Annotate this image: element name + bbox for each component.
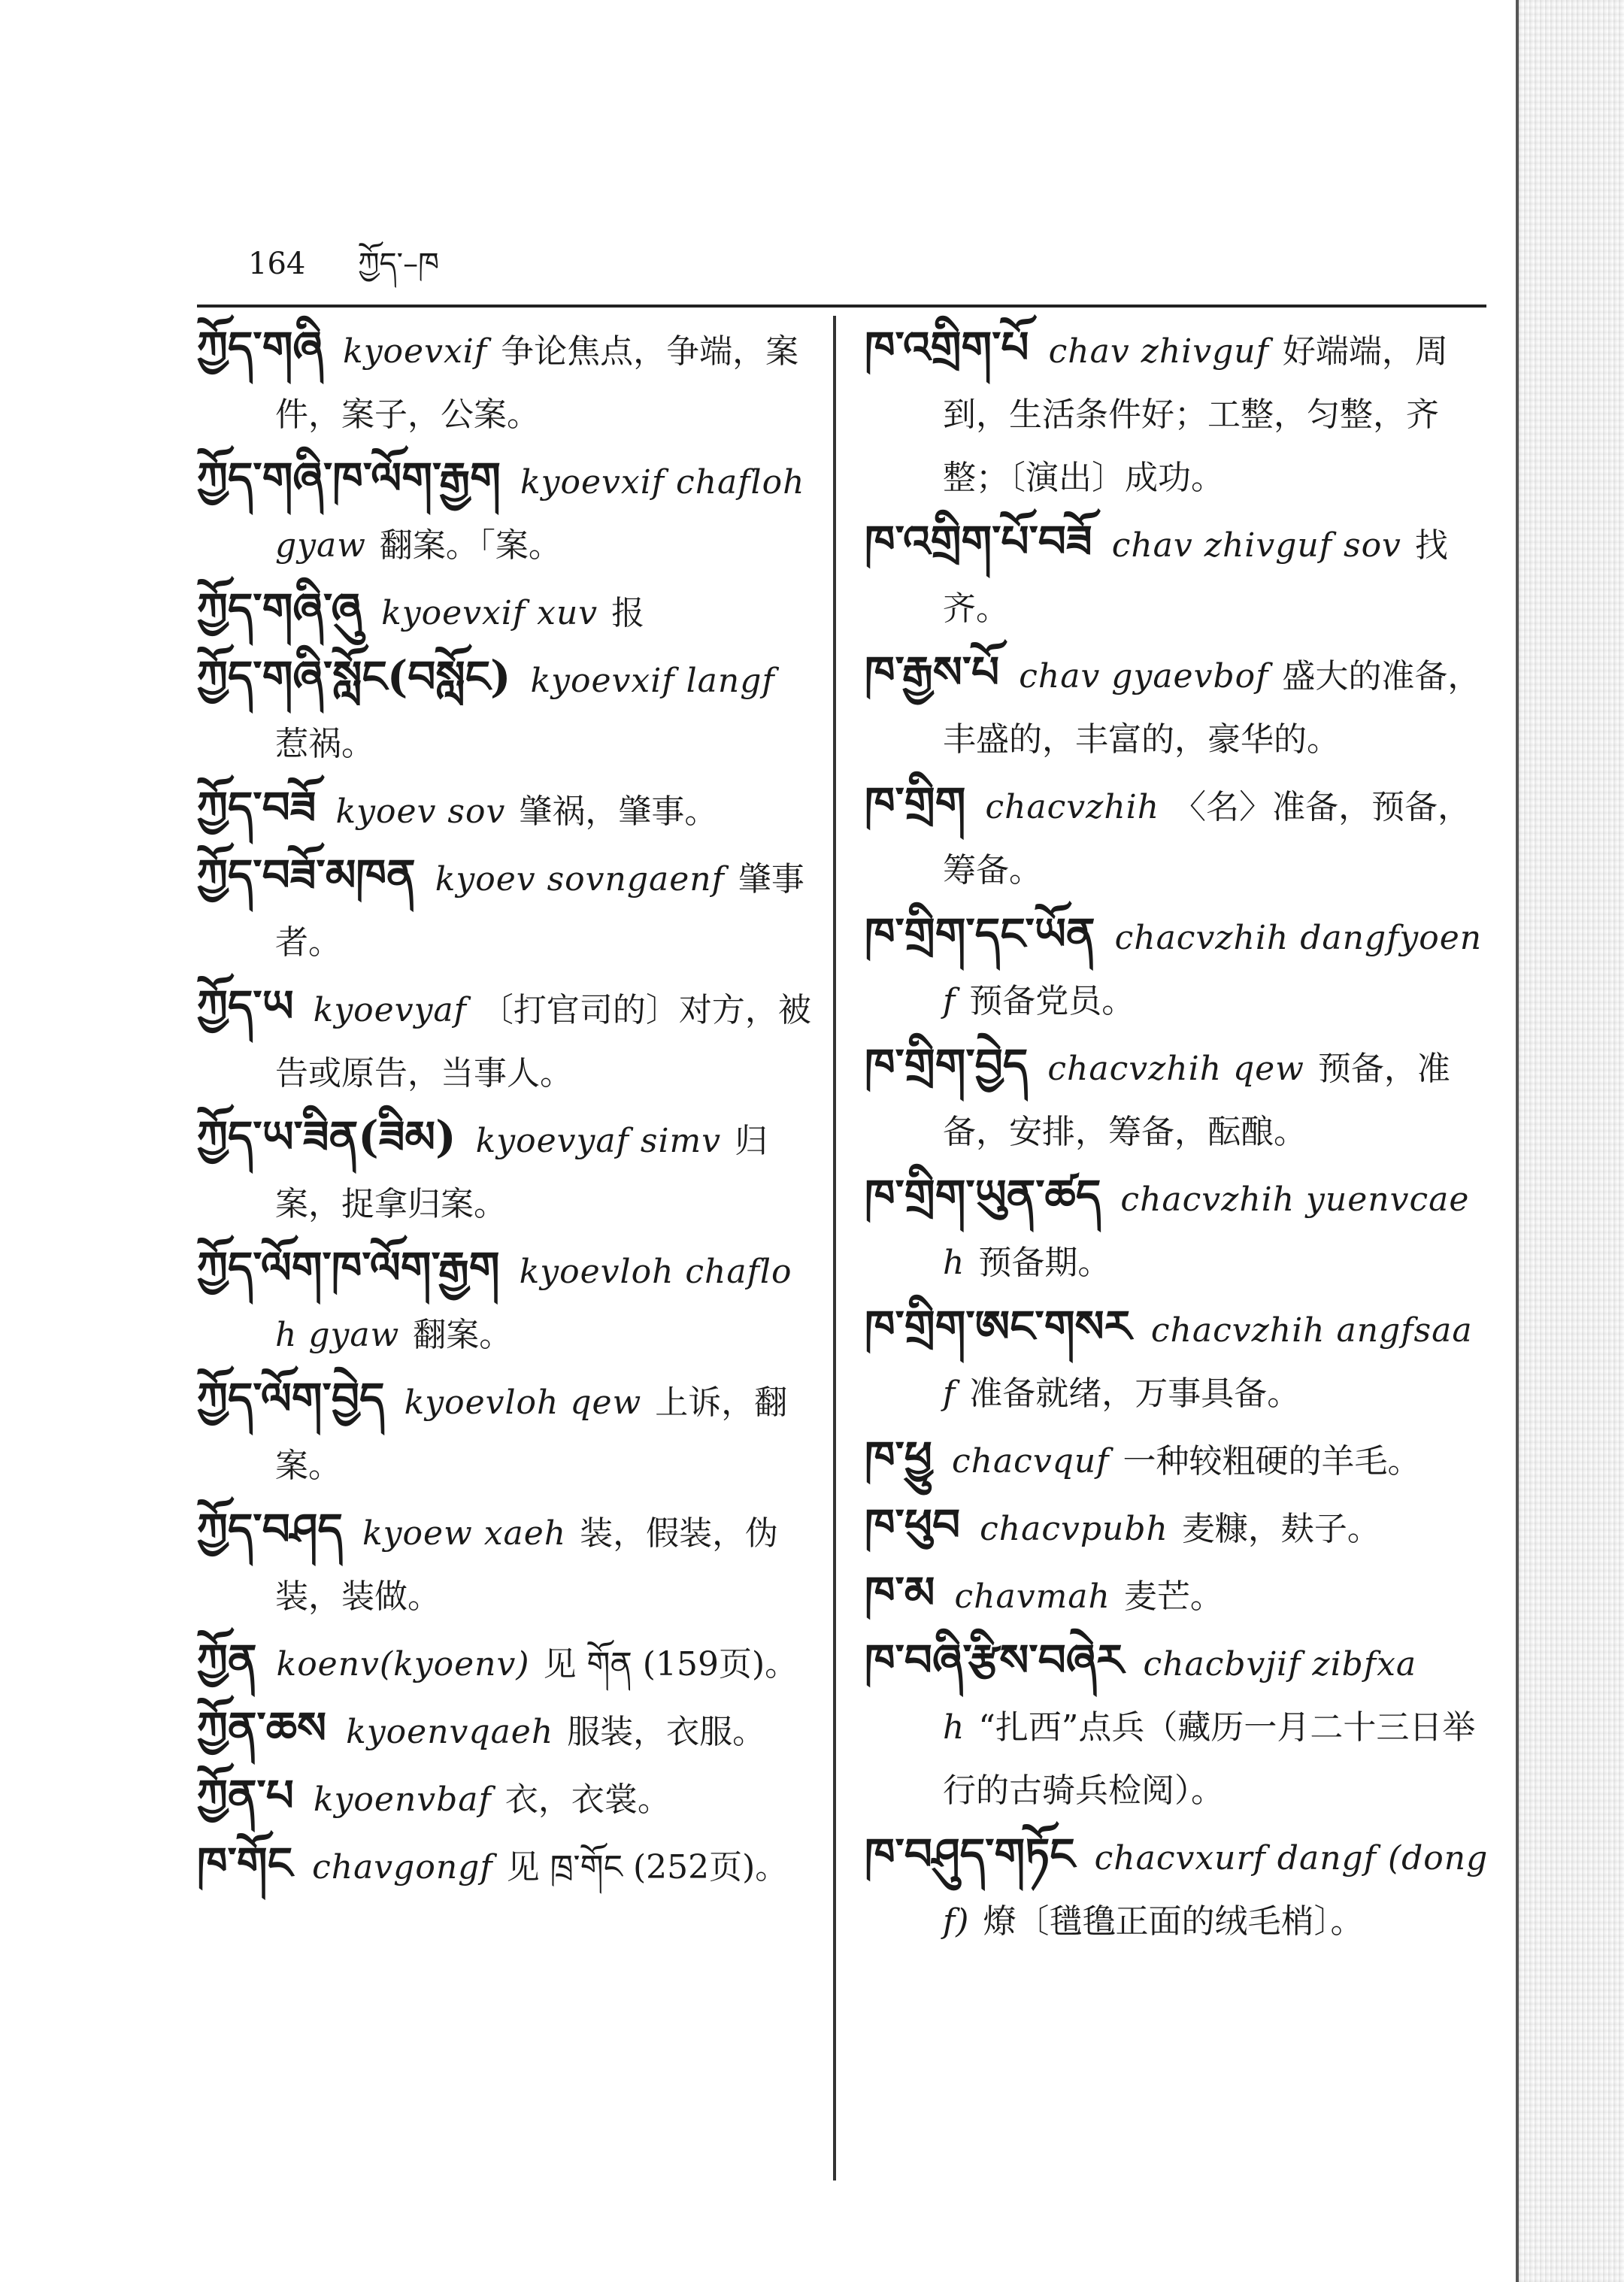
dictionary-entry <box>865 1823 1489 1953</box>
entry-definition: 准备就绪，万事具备。 <box>969 1374 1301 1413</box>
entry-romanization: chavmah <box>954 1577 1110 1616</box>
dictionary-entry <box>197 316 814 447</box>
dictionary-entry <box>865 1629 1489 1823</box>
entry-romanization: kyoevyaf <box>313 991 467 1029</box>
header-rule <box>197 305 1486 308</box>
dictionary-entry <box>865 771 1489 902</box>
entry-headword: ཀྱོད་བཟོ་མཁན <box>197 850 416 901</box>
entry-romanization: kyoevloh qew <box>404 1383 642 1422</box>
entry-headword: ཁ་གྲིག་དང་ཡོན <box>865 908 1095 959</box>
dictionary-entry <box>865 1561 1489 1629</box>
entry-romanization: kyoenvqaeh <box>346 1713 554 1751</box>
entry-romanization: chav gyaevbof <box>1019 657 1269 696</box>
column-divider <box>833 316 836 2180</box>
entry-definition: 肇祸，肇事。 <box>519 792 718 831</box>
dictionary-entry <box>197 447 814 577</box>
dictionary-entry <box>865 641 1489 771</box>
entry-romanization: kyoevloh chafloh gyaw <box>275 1253 792 1354</box>
entry-headword: ཀྱོན <box>197 1635 257 1686</box>
dictionary-entry <box>197 1498 814 1629</box>
dictionary-entry <box>865 510 1489 641</box>
entry-definition: 麦糠，麸子。 <box>1181 1510 1380 1548</box>
entry-romanization: chavgongf <box>312 1848 493 1887</box>
dictionary-entry <box>197 1367 814 1498</box>
entry-headword: ཁ་འགྲིག་པོ <box>865 322 1029 373</box>
dictionary-entry <box>865 1033 1489 1164</box>
entry-headword: ཁ་ཕྱུ <box>865 1432 932 1483</box>
entry-romanization: kyoevyaf simv <box>475 1122 722 1160</box>
entry-definition: 上诉，翻案。 <box>275 1383 788 1485</box>
right-column <box>865 316 1489 1953</box>
entry-definition: 预备，准备，安排，筹备，酝酿。 <box>943 1050 1450 1151</box>
entry-definition: 盛大的准备，丰盛的，丰富的，豪华的。 <box>943 657 1481 759</box>
entry-headword: ཁ་ཕུབ <box>865 1499 961 1550</box>
dictionary-entry <box>197 1696 814 1764</box>
dictionary-entry <box>865 1295 1489 1426</box>
entry-headword: ཀྱོད་ཡ་ཟིན(ཟིམ) <box>197 1111 456 1162</box>
entry-headword: ཀྱོན་ཆས <box>197 1702 327 1753</box>
entry-romanization: chacbvjif zibfxah <box>943 1645 1417 1747</box>
entry-headword: ཁ་གྲིག་ཡུན་ཚད <box>865 1170 1101 1221</box>
entry-romanization: kyoev sov <box>335 792 506 831</box>
entry-headword: ཁ་འགྲིག་པོ་བཟོ <box>865 516 1092 567</box>
entry-definition: 归案，捉拿归案。 <box>275 1122 768 1223</box>
entry-romanization: kyoenvbaf <box>313 1780 492 1819</box>
entry-definition: 肇事者。 <box>275 860 804 962</box>
entry-headword: ཁ་གྲིག་ཨང་གསར <box>865 1301 1132 1352</box>
entry-definition: 见 གོན (159页)。 <box>543 1645 798 1683</box>
entry-headword: ཀྱོད་གཞི་ཁ་ལོག་རྒྱག <box>197 453 501 504</box>
dictionary-entry <box>197 1764 814 1832</box>
entry-romanization: chacvzhih yuenvcaeh <box>943 1180 1470 1282</box>
entry-headword: ཀྱོད་གཞི་ཞུ <box>197 583 362 635</box>
dictionary-entry <box>197 844 814 974</box>
entry-romanization: chacvzhih dangfyoenf <box>943 919 1483 1020</box>
entry-definition: 燎〔氆氇正面的绒毛梢〕。 <box>983 1902 1364 1941</box>
entry-romanization: chacvpubh <box>980 1510 1168 1548</box>
entry-headword: ཁ་གྲིག <box>865 777 966 829</box>
entry-headword: ཁ་བཤུད་གཏོང <box>865 1829 1075 1880</box>
entry-romanization: kyoev sovngaenf <box>435 860 725 899</box>
entry-headword: ཁ་རྒྱས་པོ <box>865 647 1000 698</box>
entry-definition: 争论焦点，争端，案件，案子，公案。 <box>275 332 799 434</box>
entry-romanization: chacvzhih <box>985 788 1160 826</box>
entry-romanization: kyoevxif langf <box>530 662 775 700</box>
entry-definition: 预备期。 <box>978 1244 1111 1282</box>
dictionary-entry <box>197 1629 814 1696</box>
dictionary-entry <box>197 776 814 844</box>
dictionary-entry <box>197 974 814 1105</box>
dictionary-entry <box>865 902 1489 1033</box>
entry-headword: ཁ་མ <box>865 1567 935 1618</box>
page-header <box>248 229 439 314</box>
entry-definition: 惹祸。 <box>275 725 374 763</box>
entry-definition: 衣，衣裳。 <box>504 1780 671 1819</box>
entry-definition: 好端端，周到，生活条件好；工整，匀整，齐整；〔演出〕成功。 <box>943 332 1448 497</box>
entry-romanization: kyoevxif xuv <box>381 594 598 632</box>
entry-romanization: kyoevxif <box>343 332 488 371</box>
entry-definition: 装，假装，伪装，装做。 <box>275 1514 779 1616</box>
entry-definition: “扎西”点兵（藏历一月二十三日举行的古骑兵检阅）。 <box>943 1708 1476 1810</box>
entry-romanization: chav zhivguf <box>1048 332 1269 371</box>
entry-definition: 一种较粗硬的羊毛。 <box>1123 1442 1421 1480</box>
entry-headword: ཀྱོད་ལོག་ཁ་ལོག་རྒྱག <box>197 1242 500 1293</box>
dictionary-entry <box>197 577 814 645</box>
dictionary-entry <box>865 1493 1489 1561</box>
left-column <box>197 316 814 1899</box>
entry-headword: ཁ་བཞི་རྩིས་བཞེར <box>865 1635 1124 1686</box>
dictionary-entry <box>865 316 1489 510</box>
entry-definition: 〔打官司的〕对方，被告或原告，当事人。 <box>275 991 811 1093</box>
entry-romanization: chacvxurf dangf (dongf) <box>943 1839 1489 1941</box>
entry-romanization: chacvzhih qew <box>1047 1050 1304 1088</box>
entry-romanization: chacvquf <box>951 1442 1110 1480</box>
dictionary-entry <box>865 1164 1489 1295</box>
entry-headword: ཀྱོད་ལོག་བྱེད <box>197 1373 385 1424</box>
entry-headword: ཀྱོད་གཞི <box>197 322 324 373</box>
dictionary-entry <box>865 1426 1489 1493</box>
entry-romanization: koenv(kyoenv) <box>276 1645 530 1683</box>
entry-romanization: chav zhivguf sov <box>1111 526 1401 565</box>
entry-headword: ཁ་གྲིག་བྱེད <box>865 1039 1029 1090</box>
entry-definition: 预备党员。 <box>969 982 1135 1020</box>
entry-headword: ཀྱོད་བཤད <box>197 1504 344 1555</box>
entry-definition: 麦芒。 <box>1123 1577 1223 1616</box>
entry-definition: 翻案。 <box>413 1316 513 1354</box>
dictionary-entry <box>197 1832 814 1899</box>
dictionary-entry <box>197 1105 814 1236</box>
entry-definition: 翻案。「案。 <box>379 526 562 565</box>
entry-headword: ཀྱོད་བཟོ <box>197 782 317 833</box>
entry-romanization: kyoevxif chafloh gyaw <box>275 463 805 565</box>
entry-headword: ཁ་གོང <box>197 1838 293 1889</box>
entry-romanization: chacvzhih angfsaaf <box>943 1311 1473 1413</box>
entry-headword: ཀྱོད་གཞི་སློང(བསློང) <box>197 651 511 702</box>
dictionary-entry <box>197 645 814 776</box>
entry-definition: 见 ཁྲ་གོང (252页)。 <box>506 1848 789 1887</box>
header-word: ཀྱོད་–ཁ <box>358 247 440 281</box>
entry-definition: 找齐。 <box>943 526 1448 628</box>
entry-definition: 报 <box>611 594 645 632</box>
page-number: 164 <box>248 247 306 281</box>
page-edge-binding <box>1516 0 1624 2282</box>
entry-romanization: kyoew xaeh <box>362 1514 567 1553</box>
entry-definition: 〈名〉准备，预备，筹备。 <box>943 788 1471 889</box>
entry-headword: ཀྱོན་པ <box>197 1770 294 1821</box>
dictionary-entry <box>197 1236 814 1367</box>
entry-definition: 服装，衣服。 <box>567 1713 766 1751</box>
entry-headword: ཀྱོད་ཡ <box>197 980 294 1032</box>
